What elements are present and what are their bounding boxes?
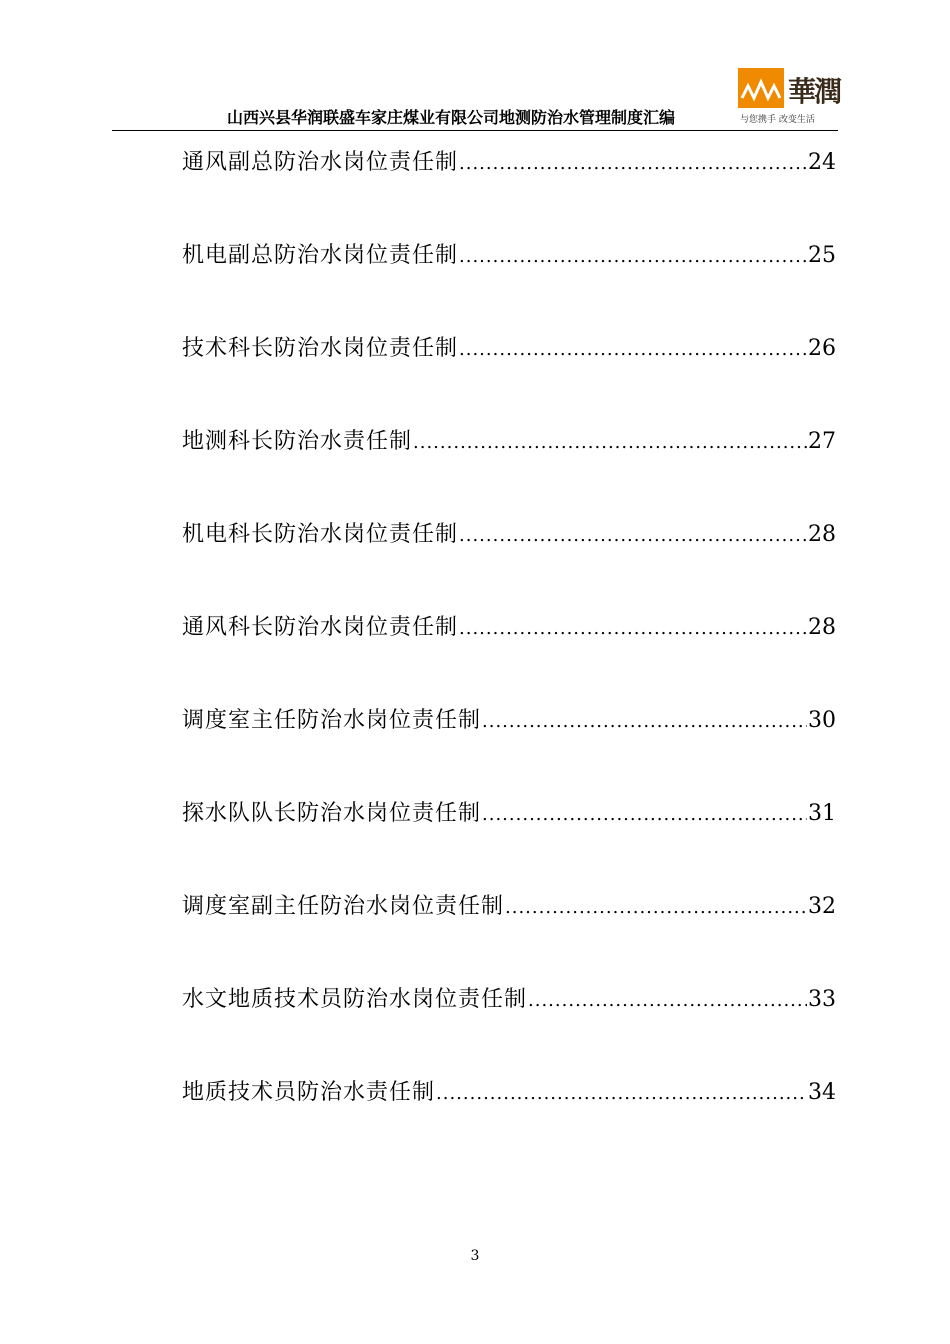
toc-dot-leader (459, 606, 807, 652)
toc-dot-leader (459, 141, 807, 187)
toc-dot-leader (482, 792, 807, 838)
toc-entry-page: 27 (808, 429, 836, 454)
toc-entry-page: 28 (808, 522, 836, 547)
toc-entry-title: 调度室副主任防治水岗位责任制 (182, 894, 505, 919)
toc-entry[interactable] (182, 140, 836, 233)
toc-entry-page: 32 (808, 894, 836, 919)
toc-entry-title: 地质技术员防治水责任制 (182, 1080, 436, 1105)
toc-entry[interactable] (182, 233, 836, 326)
toc-entry[interactable] (182, 326, 836, 419)
toc-entry-page: 33 (808, 987, 836, 1012)
toc-entry-page: 25 (808, 243, 836, 268)
toc-dot-leader (459, 234, 807, 280)
toc-entry-title: 通风科长防治水岗位责任制 (182, 615, 459, 640)
toc-entry-page: 34 (808, 1080, 836, 1105)
toc-dot-leader (459, 513, 807, 559)
toc-dot-leader (413, 420, 807, 466)
toc-entry-title: 地测科长防治水责任制 (182, 429, 413, 454)
toc-dot-leader (482, 699, 807, 745)
toc-dot-leader (505, 885, 807, 931)
toc-entry[interactable] (182, 884, 836, 977)
header-title: 山西兴县华润联盛车家庄煤业有限公司地测防治水管理制度汇编 (227, 108, 676, 127)
logo-brand-text: 華潤 (788, 75, 841, 108)
toc-entry-title: 机电副总防治水岗位责任制 (182, 243, 459, 268)
toc-entry[interactable] (182, 977, 836, 1070)
toc-entry-title: 水文地质技术员防治水岗位责任制 (182, 987, 528, 1012)
toc-entry[interactable] (182, 605, 836, 698)
toc-entry-page: 31 (808, 801, 836, 826)
toc-entry[interactable] (182, 419, 836, 512)
toc-entry-title: 调度室主任防治水岗位责任制 (182, 708, 482, 733)
table-of-contents (182, 140, 836, 1163)
toc-entry-page: 24 (808, 150, 836, 175)
toc-entry-title: 通风副总防治水岗位责任制 (182, 150, 459, 175)
toc-entry-page: 26 (808, 336, 836, 361)
toc-dot-leader (436, 1071, 807, 1117)
toc-entry-title: 探水队队长防治水岗位责任制 (182, 801, 482, 826)
page-header (112, 62, 841, 131)
toc-entry[interactable] (182, 1070, 836, 1163)
toc-entry[interactable] (182, 698, 836, 791)
toc-entry-title: 技术科长防治水岗位责任制 (182, 336, 459, 361)
toc-entry[interactable] (182, 791, 836, 884)
toc-dot-leader (528, 978, 807, 1024)
toc-entry-page: 30 (808, 708, 836, 733)
page-number: 3 (470, 1248, 480, 1264)
toc-entry-title: 机电科长防治水岗位责任制 (182, 522, 459, 547)
toc-entry[interactable] (182, 512, 836, 605)
huarun-logo-icon (738, 68, 784, 108)
toc-dot-leader (459, 327, 807, 373)
logo-slogan: 与您携手 改变生活 (740, 115, 815, 125)
toc-entry-page: 28 (808, 615, 836, 640)
company-logo (738, 66, 841, 126)
